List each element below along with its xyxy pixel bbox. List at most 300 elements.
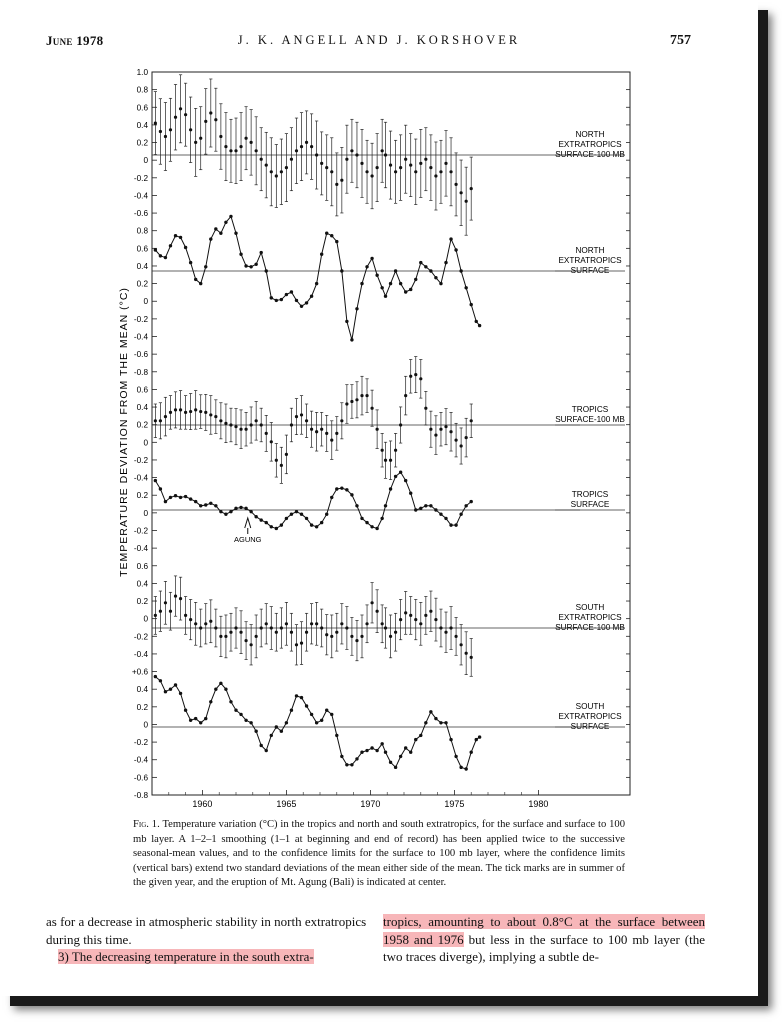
data-point (229, 631, 232, 634)
data-point (429, 504, 432, 507)
data-point (214, 626, 217, 629)
data-point (224, 688, 227, 691)
data-point (350, 338, 353, 341)
data-point (179, 408, 182, 411)
y-tick-label: 0.2 (136, 597, 148, 607)
data-point (275, 725, 278, 728)
data-point (254, 515, 257, 518)
data-point (414, 618, 417, 621)
data-point (219, 419, 222, 422)
data-point (265, 432, 268, 435)
data-point (224, 635, 227, 638)
y-tick-label: 0 (143, 508, 148, 518)
data-point (381, 449, 384, 452)
data-point (280, 298, 283, 301)
panel-label: SURFACE (570, 722, 610, 731)
data-point (255, 419, 258, 422)
data-point (340, 622, 343, 625)
data-point (340, 179, 343, 182)
data-point (320, 719, 323, 722)
y-tick-label: 0 (143, 614, 148, 624)
data-point (475, 738, 478, 741)
data-point (275, 174, 278, 177)
data-point (375, 274, 378, 277)
header-authors: J. K. ANGELL AND J. KORSHOVER (237, 33, 521, 47)
data-point (239, 506, 242, 509)
y-tick-label: -0.4 (133, 332, 148, 342)
data-point (345, 158, 348, 161)
data-point (340, 486, 343, 489)
data-point (419, 507, 422, 510)
data-point (370, 601, 373, 604)
data-point (434, 276, 437, 279)
data-point (370, 174, 373, 177)
data-point (265, 749, 268, 752)
data-point (350, 635, 353, 638)
data-point (464, 504, 467, 507)
data-point (384, 459, 387, 462)
data-point (454, 635, 457, 638)
data-point (280, 523, 283, 526)
data-point (365, 170, 368, 173)
data-point (310, 622, 313, 625)
y-tick-label: -0.2 (133, 314, 148, 324)
data-point (424, 721, 427, 724)
data-point (265, 521, 268, 524)
data-point (475, 320, 478, 323)
data-point (460, 444, 463, 447)
data-point (330, 713, 333, 716)
x-tick-label: 1965 (276, 799, 297, 809)
data-point (389, 635, 392, 638)
data-point (169, 411, 172, 414)
data-point (179, 236, 182, 239)
data-point (285, 453, 288, 456)
data-point (234, 425, 237, 428)
data-point (375, 749, 378, 752)
data-point (399, 166, 402, 169)
data-point (285, 517, 288, 520)
data-point (275, 631, 278, 634)
data-point (234, 626, 237, 629)
data-point (315, 153, 318, 156)
data-point (335, 432, 338, 435)
data-point (330, 170, 333, 173)
data-point (419, 622, 422, 625)
data-point (184, 411, 187, 414)
data-point (199, 410, 202, 413)
y-tick-label: 0.6 (136, 244, 148, 254)
data-point (355, 153, 358, 156)
data-point (265, 163, 268, 166)
y-tick-label: -0.2 (133, 173, 148, 183)
y-tick-label: -0.2 (133, 632, 148, 642)
data-point (394, 631, 397, 634)
data-point (254, 730, 257, 733)
data-point (365, 749, 368, 752)
data-point (449, 170, 452, 173)
data-point (414, 170, 417, 173)
data-point (454, 439, 457, 442)
data-point (310, 713, 313, 716)
data-point (419, 377, 422, 380)
data-point (280, 730, 283, 733)
data-point (424, 504, 427, 507)
data-point (370, 407, 373, 410)
data-point (204, 411, 207, 414)
data-point (290, 158, 293, 161)
data-point (250, 423, 253, 426)
data-point (478, 735, 481, 738)
data-point (389, 487, 392, 490)
data-point (285, 622, 288, 625)
y-tick-label: -0.6 (133, 209, 148, 219)
data-point (335, 240, 338, 243)
data-point (365, 265, 368, 268)
data-point (300, 513, 303, 516)
agung-arrow (245, 518, 251, 534)
data-point (376, 428, 379, 431)
y-tick-label: 0 (143, 438, 148, 448)
data-point (260, 423, 263, 426)
data-point (449, 237, 452, 240)
highlighted-text: tropics, amounting to about 0.8°C at the surface between 1958 and 1976 (383, 914, 705, 947)
y-tick-label: 0 (143, 156, 148, 166)
data-point (270, 734, 273, 737)
data-point (260, 744, 263, 747)
data-point (184, 709, 187, 712)
y-tick-label: 0.2 (136, 279, 148, 289)
data-point (429, 269, 432, 272)
data-point (439, 721, 442, 724)
data-point (325, 432, 328, 435)
data-point (464, 286, 467, 289)
data-point (394, 449, 397, 452)
data-point (154, 121, 157, 124)
data-point (164, 135, 167, 138)
data-point (310, 145, 313, 148)
data-point (330, 439, 333, 442)
data-point (449, 523, 452, 526)
data-point (300, 642, 303, 645)
data-point (399, 423, 402, 426)
data-point (250, 643, 253, 646)
data-point (244, 264, 247, 267)
data-point (325, 513, 328, 516)
data-point (204, 717, 207, 720)
data-point (270, 440, 273, 443)
data-point (159, 610, 162, 613)
data-point (184, 246, 187, 249)
data-point (174, 116, 177, 119)
y-tick-label: 0.2 (136, 138, 148, 148)
data-point (184, 614, 187, 617)
data-point (444, 631, 447, 634)
data-point (325, 633, 328, 636)
data-point (394, 475, 397, 478)
data-point (355, 307, 358, 310)
y-tick-label: 0.6 (136, 103, 148, 113)
data-point (389, 163, 392, 166)
series-line (155, 472, 471, 528)
data-point (429, 428, 432, 431)
data-point (194, 717, 197, 720)
body-text: but less in the surface to 100 mb layer (the two traces diverge), implying a subtle de- (383, 931, 705, 964)
data-point (315, 430, 318, 433)
data-point (399, 618, 402, 621)
y-tick-label: -0.4 (133, 755, 148, 765)
y-tick-label: 0.6 (136, 385, 148, 395)
panel-label: SURFACE (570, 266, 610, 275)
data-point (244, 639, 247, 642)
body-paragraph-2 (46, 948, 371, 966)
data-point (464, 767, 467, 770)
figure-caption (133, 818, 625, 891)
x-tick-label: 1970 (360, 799, 381, 809)
data-point (360, 394, 363, 397)
y-tick-label: 0.8 (136, 85, 148, 95)
data-point (470, 500, 473, 503)
data-point (409, 751, 412, 754)
data-point (164, 601, 167, 604)
data-point (424, 265, 427, 268)
data-point (470, 187, 473, 190)
data-point (159, 130, 162, 133)
y-tick-label: -0.8 (133, 367, 148, 377)
data-point (265, 269, 268, 272)
data-point (154, 248, 157, 251)
data-point (414, 508, 417, 511)
panel-label: SURFACE (570, 500, 610, 509)
data-point (384, 153, 387, 156)
data-point (179, 107, 182, 110)
data-point (234, 709, 237, 712)
data-point (194, 500, 197, 503)
data-point (409, 614, 412, 617)
data-point (380, 742, 383, 745)
data-point (310, 295, 313, 298)
data-point (460, 643, 463, 646)
data-point (260, 158, 263, 161)
data-point (229, 510, 232, 513)
data-point (219, 510, 222, 513)
data-point (254, 263, 257, 266)
y-tick-label: 0.2 (136, 491, 148, 501)
data-point (209, 620, 212, 623)
data-point (255, 149, 258, 152)
data-point (340, 269, 343, 272)
y-tick-label: 0.2 (136, 420, 148, 430)
data-point (300, 145, 303, 148)
data-point (305, 141, 308, 144)
data-point (470, 751, 473, 754)
agung-label: AGUNG (234, 535, 262, 544)
data-point (380, 517, 383, 520)
y-tick-label: -0.4 (133, 191, 148, 201)
caption-text: Temperature variation (°C) in the tropics and north and south extratropics, for the surface and surface to 100 mb layer. A 1–2–1 smoothing (1–1 at beginning and end of record) has been applied twice to the successive seasonal-mean values, and to the confidence limits for the surface to 100 mb layer, where the confidence limits (vertical bars) extend two standard deviations of the mean either side of the mean. The tick marks are in summer of the given year, and the eruption of Mt. Agung (Bali) is indicated at center. (133, 819, 625, 889)
data-point (229, 423, 232, 426)
data-point (335, 183, 338, 186)
data-point (209, 502, 212, 505)
data-point (189, 497, 192, 500)
data-point (355, 757, 358, 760)
data-point (370, 746, 373, 749)
panel-label: SURFACE-100 MB (555, 150, 625, 159)
data-point (350, 400, 353, 403)
data-point (199, 721, 202, 724)
data-point (169, 496, 172, 499)
data-point (244, 507, 247, 510)
data-point (394, 269, 397, 272)
data-point (310, 428, 313, 431)
y-tick-label: -0.2 (133, 455, 148, 465)
data-point (214, 415, 217, 418)
data-point (439, 282, 442, 285)
data-point (214, 504, 217, 507)
data-point (199, 626, 202, 629)
data-point (169, 244, 172, 247)
data-point (280, 170, 283, 173)
data-point (305, 517, 308, 520)
data-point (209, 237, 212, 240)
data-point (204, 120, 207, 123)
body-paragraph-1: as for a decrease in atmospheric stability in north extratropics during this time. (46, 914, 367, 947)
data-point (154, 614, 157, 617)
data-point (239, 145, 242, 148)
data-point (229, 149, 232, 152)
x-tick-label: 1975 (444, 799, 465, 809)
data-point (375, 527, 378, 530)
panel-label: EXTRATROPICS (558, 256, 622, 265)
data-point (249, 510, 252, 513)
data-point (439, 626, 442, 629)
y-axis-label: TEMPERATURE DEVIATION FROM THE MEAN (°C) (118, 287, 130, 577)
data-point (330, 234, 333, 237)
y-tick-label: -0.4 (133, 473, 148, 483)
data-point (325, 166, 328, 169)
data-point (320, 521, 323, 524)
data-point (174, 234, 177, 237)
data-point (345, 488, 348, 491)
data-point (214, 227, 217, 230)
panel-label: EXTRATROPICS (558, 140, 622, 149)
data-point (465, 200, 468, 203)
data-point (320, 162, 323, 165)
data-point (290, 423, 293, 426)
data-point (184, 113, 187, 116)
data-point (194, 141, 197, 144)
data-point (219, 682, 222, 685)
highlighted-text: 3) The decreasing temperature in the south extra- (58, 949, 314, 964)
data-point (444, 517, 447, 520)
panel-label: SOUTH (575, 603, 605, 612)
header-date: June 1978 (46, 33, 104, 48)
data-point (444, 425, 447, 428)
data-point (174, 408, 177, 411)
data-point (394, 766, 397, 769)
data-point (305, 419, 308, 422)
data-point (360, 162, 363, 165)
data-point (384, 626, 387, 629)
data-point (365, 622, 368, 625)
y-tick-label: 0.2 (136, 702, 148, 712)
series-line (155, 216, 479, 339)
data-point (449, 626, 452, 629)
data-point (429, 166, 432, 169)
data-point (154, 675, 157, 678)
body-right-column (383, 913, 705, 966)
data-point (290, 631, 293, 634)
x-tick-label: 1980 (528, 799, 549, 809)
data-point (419, 261, 422, 264)
data-point (454, 523, 457, 526)
data-point (209, 413, 212, 416)
data-point (285, 721, 288, 724)
data-point (244, 428, 247, 431)
data-point (300, 305, 303, 308)
data-point (360, 635, 363, 638)
data-point (270, 296, 273, 299)
data-point (204, 265, 207, 268)
data-point (404, 611, 407, 614)
data-point (275, 299, 278, 302)
data-point (239, 428, 242, 431)
data-point (330, 496, 333, 499)
data-point (370, 257, 373, 260)
data-point (199, 504, 202, 507)
data-point (209, 111, 212, 114)
data-point (439, 513, 442, 516)
data-point (360, 517, 363, 520)
data-point (409, 375, 412, 378)
data-point (174, 683, 177, 686)
panel-label: EXTRATROPICS (558, 613, 622, 622)
data-point (224, 145, 227, 148)
data-point (234, 232, 237, 235)
data-point (478, 324, 481, 327)
data-point (419, 734, 422, 737)
data-point (404, 479, 407, 482)
data-point (449, 430, 452, 433)
data-point (199, 282, 202, 285)
data-point (376, 166, 379, 169)
data-point (459, 513, 462, 516)
data-point (290, 290, 293, 293)
data-point (305, 301, 308, 304)
data-point (270, 170, 273, 173)
data-point (434, 618, 437, 621)
data-point (295, 415, 298, 418)
data-point (429, 610, 432, 613)
data-point (360, 751, 363, 754)
data-point (239, 713, 242, 716)
data-point (250, 141, 253, 144)
data-point (244, 719, 247, 722)
data-point (295, 149, 298, 152)
data-point (414, 373, 417, 376)
data-point (345, 763, 348, 766)
data-point (454, 755, 457, 758)
data-point (381, 622, 384, 625)
data-point (340, 419, 343, 422)
data-point (265, 622, 268, 625)
data-point (380, 286, 383, 289)
data-point (454, 183, 457, 186)
data-point (300, 696, 303, 699)
data-point (325, 709, 328, 712)
data-point (365, 521, 368, 524)
data-point (159, 419, 162, 422)
